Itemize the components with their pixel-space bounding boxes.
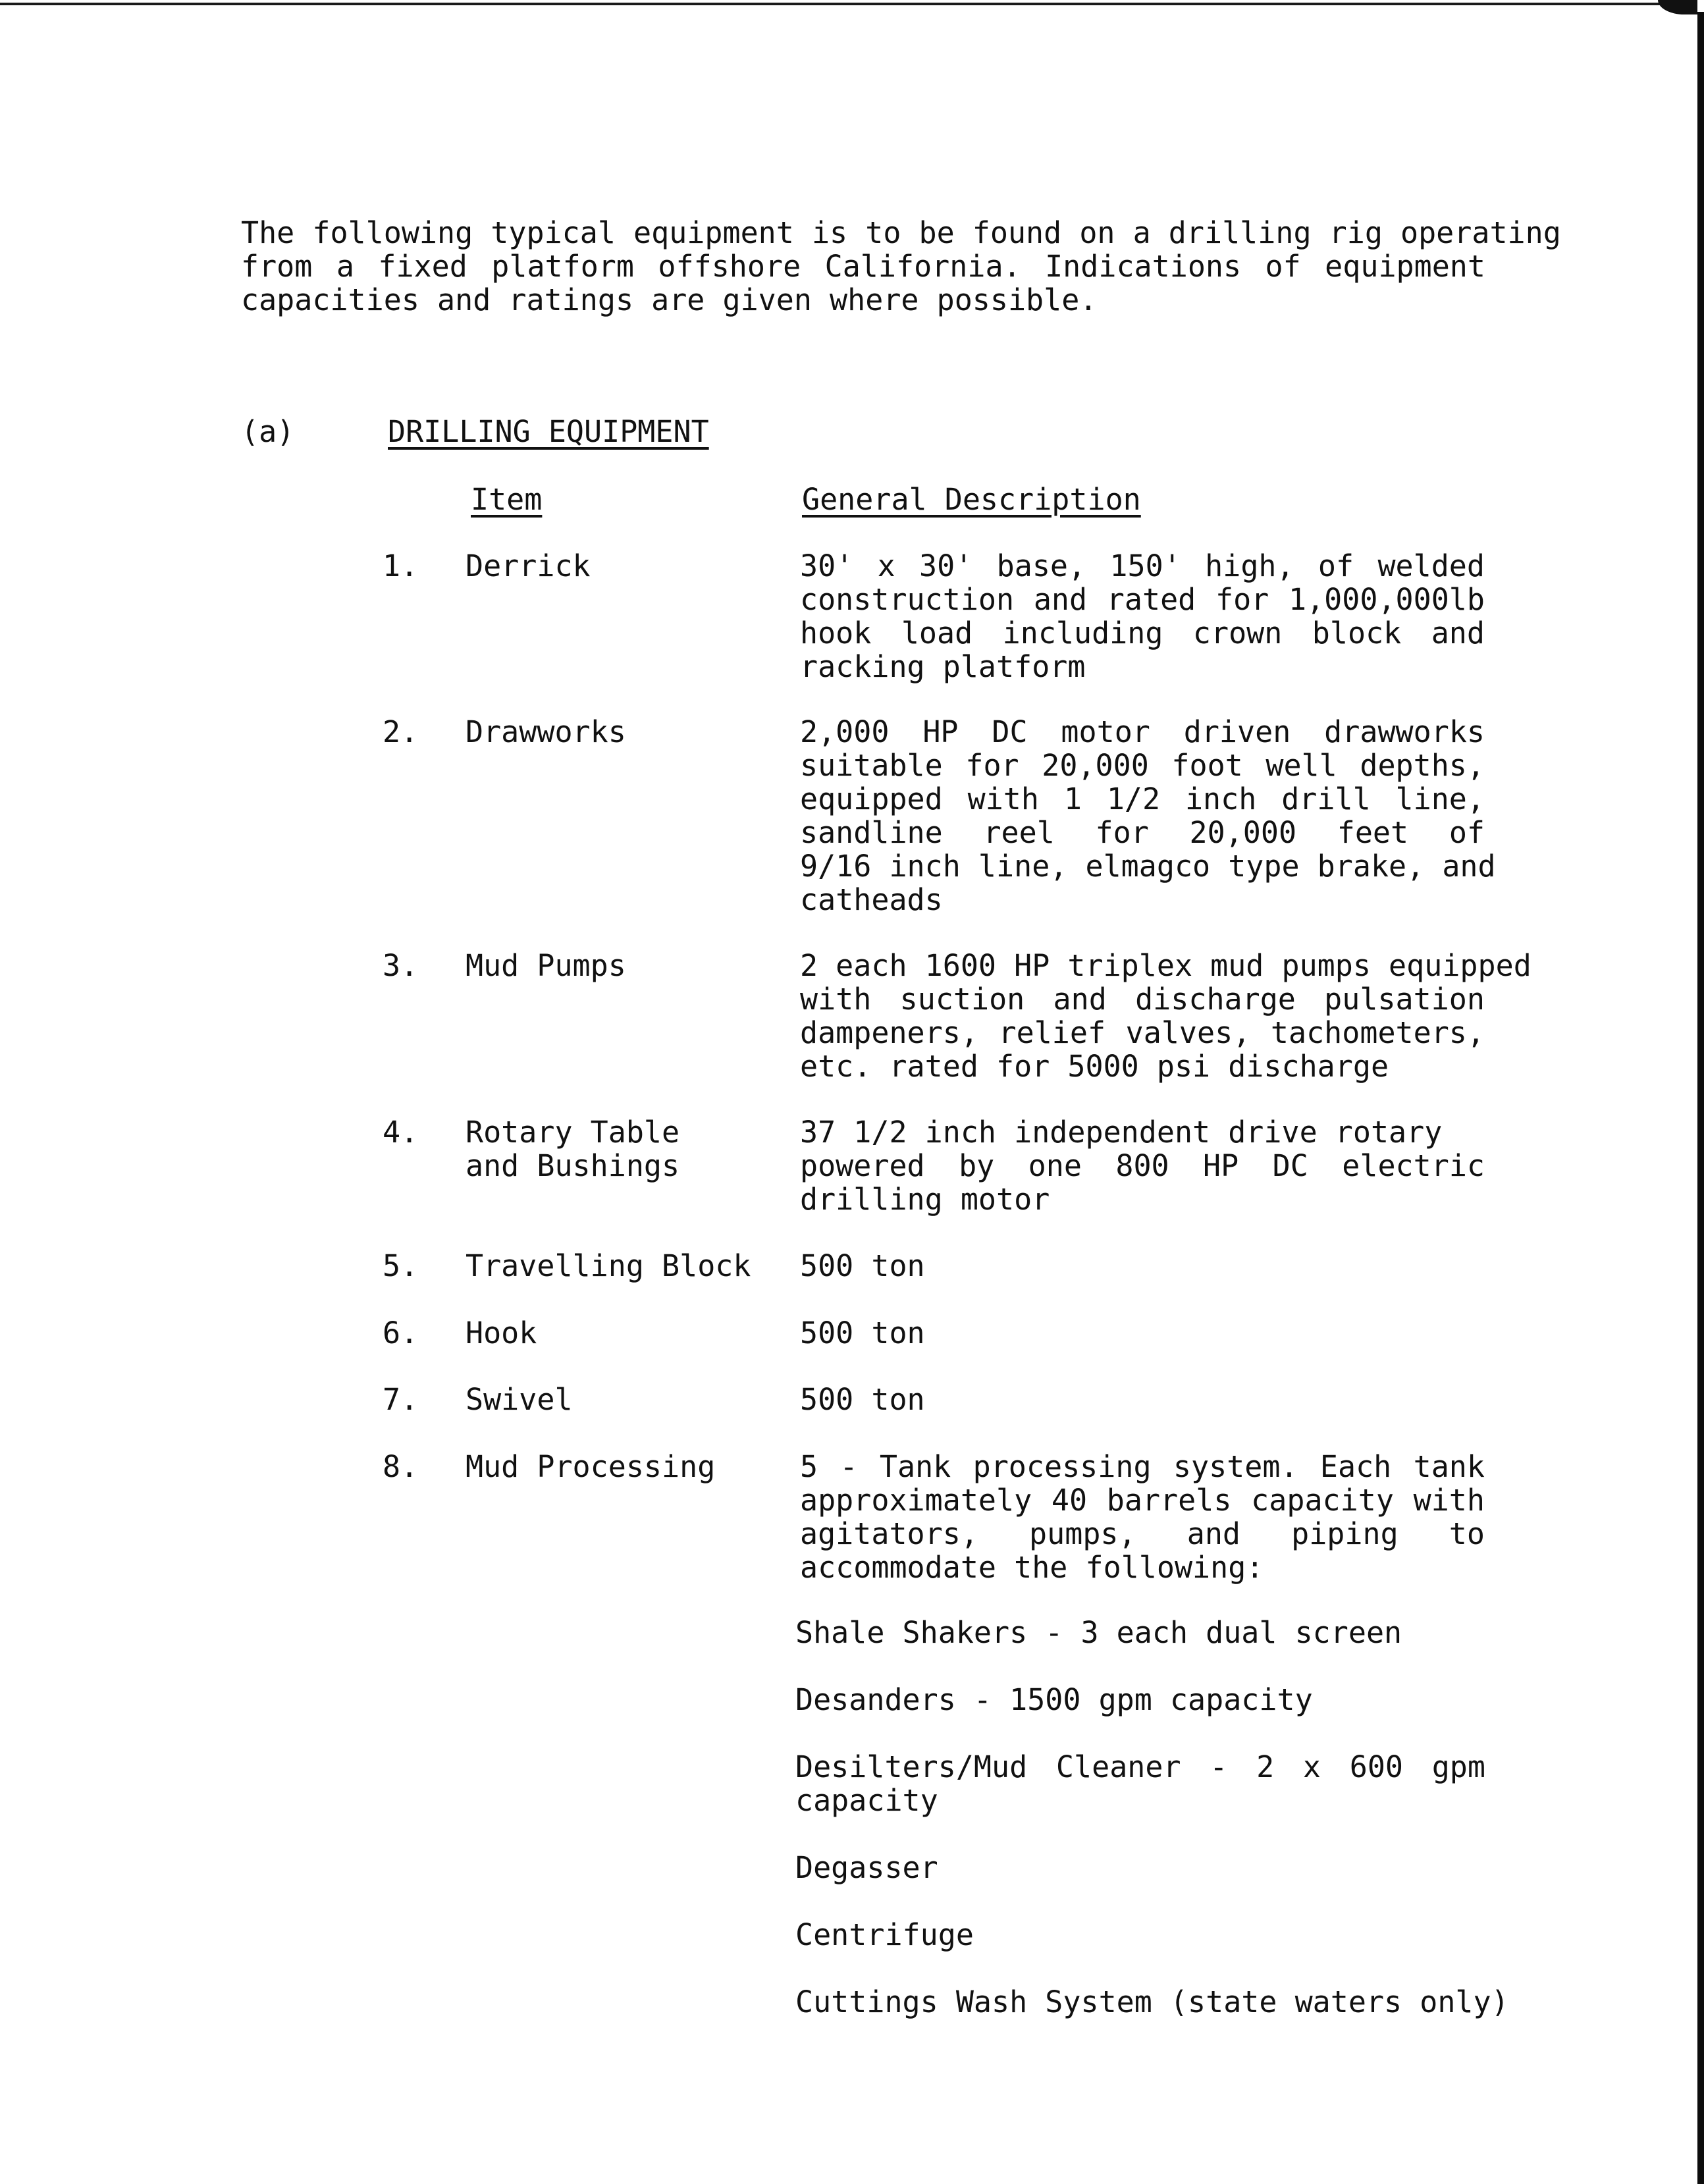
row-desc-line: 500 ton — [800, 1248, 925, 1283]
row-item-line: Swivel — [466, 1382, 573, 1417]
row-item-line: Rotary Table — [466, 1115, 680, 1150]
row-desc-line: racking platform — [800, 649, 1086, 684]
row-item — [466, 1316, 782, 1350]
page-corner-shadow — [1658, 0, 1697, 14]
row-description — [800, 1249, 1485, 1283]
row-desc-line: catheads — [800, 882, 943, 917]
row-desc-line: approximately 40 barrels capacity with — [800, 1483, 1485, 1518]
row-number: 6. — [383, 1316, 419, 1350]
component-line: Cuttings Wash System (state waters only) — [795, 1984, 1509, 2019]
row-desc-line: construction and rated for 1,000,000lb — [800, 582, 1485, 617]
row-desc-line: 500 ton — [800, 1382, 925, 1417]
row-number: 1. — [383, 548, 419, 583]
row-item-line: Mud Pumps — [466, 948, 626, 983]
intro-line: capacities and ratings are given where possible. — [241, 282, 1098, 317]
component-line: Degasser — [795, 1850, 938, 1885]
intro-paragraph — [241, 215, 1561, 317]
row-item — [466, 1383, 782, 1416]
row-desc-line: 30' x 30' base, 150' high, of welded — [800, 548, 1485, 583]
row-description — [800, 714, 1496, 917]
row-number: 8. — [383, 1449, 419, 1484]
row-item-line: and Bushings — [466, 1148, 680, 1183]
page-top-rule — [0, 3, 1672, 5]
intro-line: from a fixed platform offshore California. Indications of equipment — [241, 249, 1485, 284]
intro-line: The following typical equipment is to be found on a drilling rig operating — [241, 215, 1561, 250]
row-item — [466, 1115, 782, 1183]
row-item — [466, 949, 782, 982]
component-item — [795, 1750, 1485, 1817]
row-description — [800, 1383, 1485, 1416]
row-desc-line: agitators, pumps, and piping to — [800, 1516, 1485, 1551]
row-desc-line: 37 1/2 inch independent drive rotary — [800, 1115, 1443, 1150]
row-desc-line: 500 ton — [800, 1316, 925, 1350]
section-title: DRILLING EQUIPMENT — [388, 414, 709, 449]
row-number: 7. — [383, 1382, 419, 1417]
row-desc-line: hook load including crown block and — [800, 616, 1485, 651]
component-line: Desilters/Mud Cleaner - 2 x 600 gpm — [795, 1749, 1485, 1784]
row-desc-line: 9/16 inch line, elmagco type brake, and — [800, 849, 1496, 884]
row-description — [800, 1450, 1485, 1584]
section-letter: (a) — [241, 414, 295, 449]
component-line: Centrifuge — [795, 1917, 974, 1952]
row-item — [466, 1249, 782, 1283]
component-line: capacity — [795, 1783, 938, 1818]
component-item — [795, 1616, 1485, 1649]
row-item-line: Mud Processing — [466, 1449, 716, 1484]
row-desc-line: 2,000 HP DC motor driven drawworks — [800, 714, 1485, 749]
row-desc-line: dampeners, relief valves, tachometers, — [800, 1015, 1485, 1050]
row-number: 2. — [383, 714, 419, 749]
row-item — [466, 549, 782, 583]
row-description — [800, 549, 1485, 683]
component-item — [795, 1984, 1509, 2019]
row-number: 5. — [383, 1248, 419, 1283]
row-desc-line: 2 each 1600 HP triplex mud pumps equipped — [800, 948, 1531, 983]
component-item — [795, 1851, 1485, 1884]
row-desc-line: accommodate the following: — [800, 1550, 1264, 1585]
row-item-line: Derrick — [466, 548, 591, 583]
row-description — [800, 1115, 1485, 1216]
row-number: 4. — [383, 1115, 419, 1150]
row-number: 3. — [383, 948, 419, 983]
row-description — [800, 948, 1531, 1084]
row-desc-line: sandline reel for 20,000 feet of — [800, 815, 1485, 850]
row-desc-line: 5 - Tank processing system. Each tank — [800, 1449, 1485, 1484]
row-item-line: Hook — [466, 1316, 537, 1350]
row-desc-line: powered by one 800 HP DC electric — [800, 1148, 1485, 1183]
row-desc-line: with suction and discharge pulsation — [800, 982, 1485, 1017]
column-header-item: Item — [471, 482, 543, 517]
page-right-edge — [1697, 12, 1704, 2184]
row-item — [466, 1450, 782, 1483]
row-description — [800, 1316, 1485, 1350]
row-item-line: Travelling Block — [466, 1248, 751, 1283]
row-desc-line: equipped with 1 1/2 inch drill line, — [800, 782, 1485, 816]
row-desc-line: drilling motor — [800, 1182, 1050, 1217]
row-desc-line: suitable for 20,000 foot well depths, — [800, 748, 1485, 783]
row-desc-line: etc. rated for 5000 psi discharge — [800, 1049, 1389, 1084]
component-item — [795, 1683, 1485, 1717]
component-item — [795, 1918, 1485, 1952]
row-item-line: Drawworks — [466, 714, 626, 749]
row-item — [466, 715, 782, 749]
column-header-description: General Description — [802, 482, 1141, 517]
component-line: Shale Shakers - 3 each dual screen — [795, 1615, 1402, 1650]
component-line: Desanders - 1500 gpm capacity — [795, 1682, 1313, 1717]
